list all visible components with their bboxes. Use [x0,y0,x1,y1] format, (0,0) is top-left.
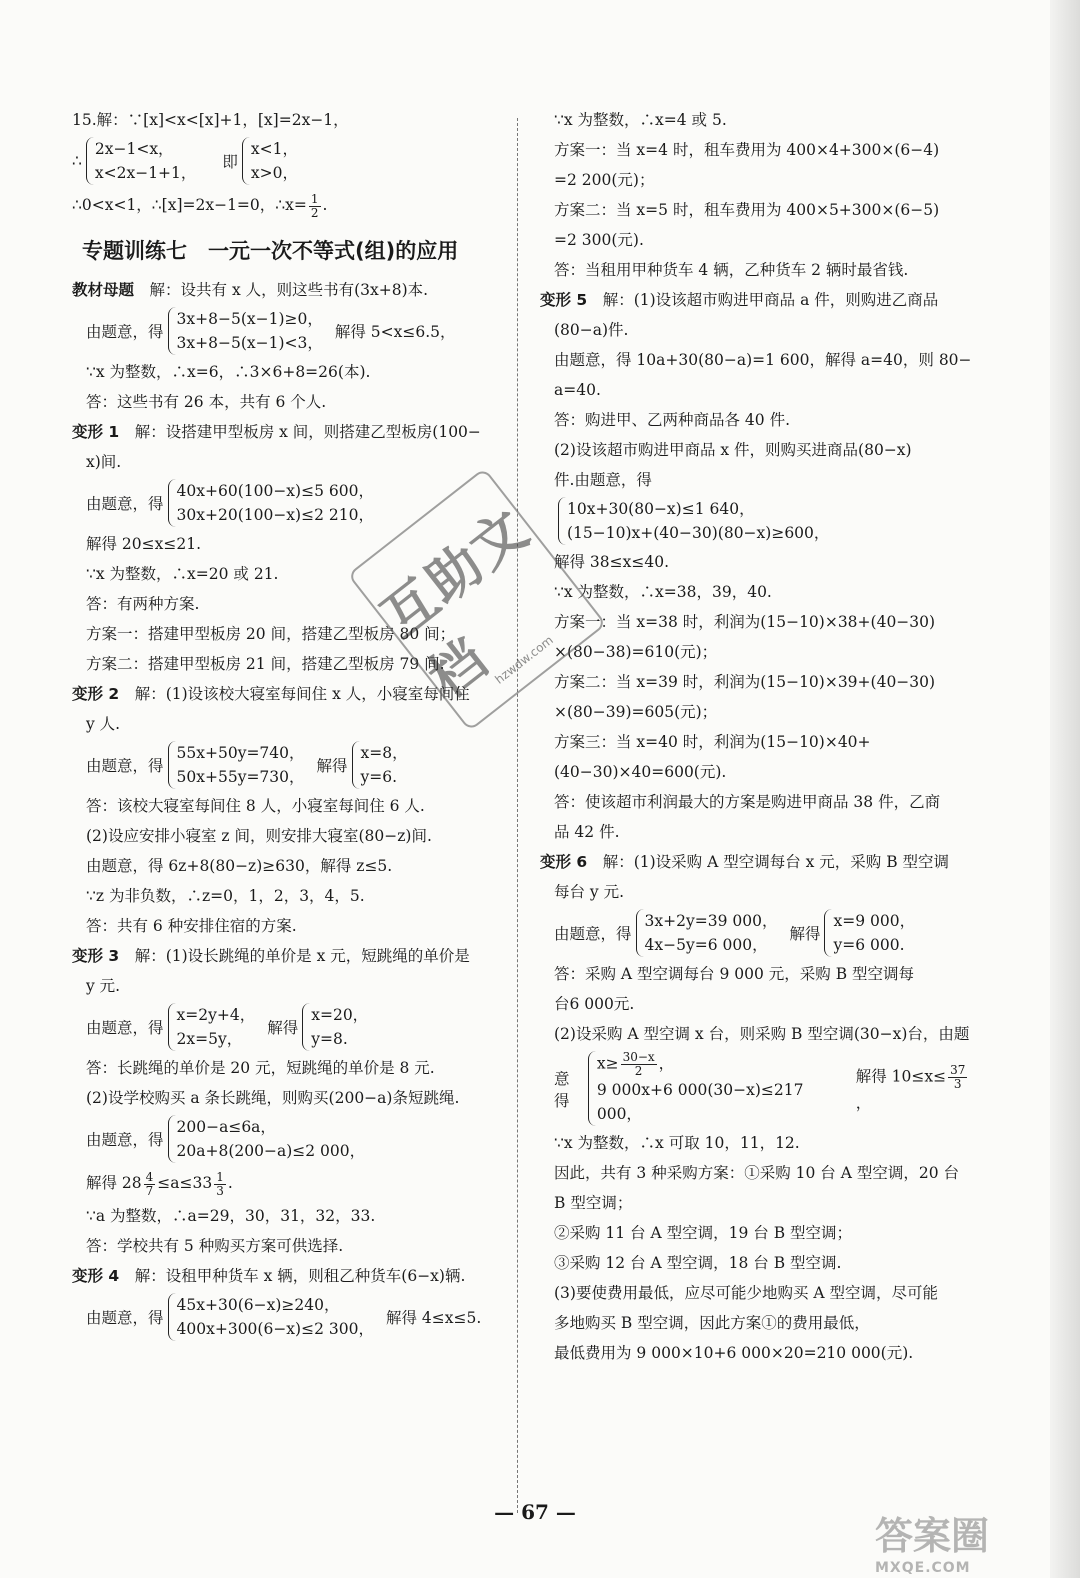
frac-num: 1 [216,1169,224,1184]
b5-line14: ×(80−39)=605(元)； [554,703,718,721]
b1-line5: ∵x 为整数，∴x=20 或 21. [86,565,279,583]
stamp-text: 互助文档 [369,496,541,711]
b2-line4: 答：该校大寝室每间住 8 人，小寝室每间住 6 人. [86,797,425,815]
frac-den: 7 [145,1183,154,1198]
b1-text: 解：设搭建甲型板房 x 间，则搭建乙型板房(100− [119,423,481,441]
b3-ineq-a: 200−a≤6a， [176,1118,276,1136]
b4c-line4: 方案二：当 x=5 时，租车费用为 400×5+300×(6−5) [554,201,940,219]
b3-eq-a: x=2y+4， [176,1006,256,1024]
jc-pre: 由题意，得 [86,323,164,341]
b1-line1 [72,417,512,447]
b5-text: 解：(1)设该超市购进甲商品 a 件，则购进乙商品 [587,291,939,309]
b3-pre2: 由题意，得 [86,1131,164,1149]
b5-ineq-a: 10x+30(80−x)≤1 640， [567,500,755,518]
b3-system [72,1003,512,1051]
b6-solution [856,1064,980,1113]
b5-ineq-b: (15−10)x+(40−30)(80−x)≥600， [567,524,830,542]
b1-ineq-b: 30x+20(100−x)≤2 210， [176,506,374,524]
jc-ineq-a: 3x+8−5(x−1)≥0， [176,310,323,328]
frac-den: 3 [953,1077,962,1091]
b3-line9: 答：学校共有 5 种购买方案可供选择. [86,1237,344,1255]
section-title: 专题训练七 一元一次不等式(组)的应用 [82,239,459,263]
b3-brace-1 [168,1003,264,1051]
b2-mid: 解得 [316,757,348,775]
b1-line2: x)间. [86,453,122,471]
b6-line4: 答：采购 A 型空调每台 9 000 元，采购 B 型空调每 [554,965,915,983]
b5-line18: 品 42 件. [554,823,620,841]
b6-text: 解：(1)设采购 A 型空调每台 x 元，采购 B 型空调 [587,853,950,871]
b4-brace [168,1293,382,1341]
b4-ineq-a: 45x+30(6−x)≥240， [176,1296,340,1314]
b6-line13: ③采购 12 台 A 型空调，18 台 B 型空调. [554,1254,842,1272]
b5-line11: 方案一：当 x=38 时，利润为(15−10)×38+(40−30) [554,613,936,631]
b3-line2: y 元. [86,977,121,995]
b6-eq-a: 3x+2y=39 000， [644,912,778,930]
b6-line11: B 型空调； [554,1194,633,1212]
b1-brace [168,479,382,527]
b4-heading: 变形 4 [72,1267,120,1285]
jc-line1 [72,275,512,305]
b5-brace [558,497,837,545]
b6-line2: 每台 y 元. [554,883,625,901]
b3-brace-3 [168,1115,374,1163]
jc-text: 解：设共有 x 人，则这些书有(3x+8)本. [134,281,429,299]
frac-den: 2 [634,1064,643,1078]
logo-text: 答案圈 [875,1514,990,1558]
b6-pre2: 意得 [554,1069,570,1110]
page-number: — 67 — [494,1500,576,1524]
b1-pre: 由题意，得 [86,495,164,513]
b6-pre: 由题意，得 [554,925,632,943]
b3-system-2 [72,1115,512,1163]
b6-ineq-a-post: ， [658,1054,675,1073]
b3-pre: 由题意，得 [86,1019,164,1037]
b5-line12: ×(80−38)=610(元)； [554,643,718,661]
b4-pre: 由题意，得 [86,1309,164,1327]
b3-line5: (2)设学校购买 a 条长跳绳，则购买(200−a)条短跳绳. [86,1089,460,1107]
q15-ineq-d: x>0， [250,164,299,182]
b3-sol-end: . [227,1174,233,1192]
fraction-1-3 [214,1171,226,1198]
page-number-value: 67 [521,1500,549,1524]
corner-watermark-logo [875,1505,1065,1575]
b6-brace-2 [824,909,923,957]
q15-therefore: ∴ [72,152,82,170]
b5-line15: 方案三：当 x=40 时，利润为(15−10)×40+ [554,733,871,751]
b2-heading: 变形 2 [72,685,120,703]
q15-ineq-b: x<2x−1+1， [94,164,197,182]
jc-heading: 教材母题 [72,281,135,299]
b6-ineq-a [597,1051,844,1078]
b3-ineq-b: 20a+8(200−a)≤2 000， [176,1142,366,1160]
b6-brace-3 [588,1051,852,1126]
b6-system [540,909,980,957]
b3-line4: 答：长跳绳的单价是 20 元，短跳绳的单价是 8 元. [86,1059,435,1077]
jc-system [72,307,512,355]
b5-system [540,497,980,545]
jc-ineq-b: 3x+8−5(x−1)<3， [176,334,323,352]
b3-text: 解：(1)设长跳绳的单价是 x 元，短跳绳的单价是 [119,947,470,965]
b6-sol-a: x=9 000， [833,912,916,930]
b2-line5: (2)设应安排小寝室 z 间，则安排大寝室(80−z)间. [86,827,432,845]
frac-num: 37 [950,1063,966,1077]
b2-sol-b: y=6. [360,768,398,786]
b6-line12: ②采购 11 台 A 型空调，19 台 B 型空调； [554,1224,853,1242]
b4-ineq-b: 400x+300(6−x)≤2 300， [176,1320,374,1338]
stamp-url: hzwdw.com [492,632,556,687]
b6-eq-b: 4x−5y=6 000， [644,936,768,954]
fraction-37-3 [948,1064,967,1091]
b5-line16: (40−30)×40=600(元). [554,763,727,781]
right-column [540,105,980,1368]
b5-line2: (80−a)件. [554,321,629,339]
b3-sol-mid: ≤a≤33 [157,1174,213,1192]
b6-line6: (2)设采购 A 型空调 x 台，则采购 B 型空调(30−x)台，由题 [554,1025,970,1043]
q15-ie: 即 [222,153,238,171]
b1-line6: 答：有两种方案. [86,595,200,613]
b2-system [72,741,512,789]
b6-heading: 变形 6 [540,853,588,871]
left-column [72,105,512,1343]
b3-mid: 解得 [267,1019,299,1037]
b6-sol-end: ， [855,1094,872,1112]
b4-text: 解：设租甲种货车 x 辆，则租乙种货车(6−x)辆. [119,1267,466,1285]
b5-line9: 解得 38≤x≤40. [554,553,670,571]
b1-heading: 变形 1 [72,423,120,441]
b4c-line2: 方案一：当 x=4 时，租车费用为 400×4+300×(6−4) [554,141,940,159]
b2-eq-b: 50x+55y=730， [176,768,305,786]
b6-line10: 因此，共有 3 种采购方案：①采购 10 台 A 型空调，20 台 [554,1164,959,1182]
b4-post: 解得 4≤x≤5. [385,1309,482,1327]
b2-pre: 由题意，得 [86,757,164,775]
fraction-half [309,193,321,220]
b1-ineq-a: 40x+60(100−x)≤5 600， [176,482,374,500]
b5-line13: 方案二：当 x=39 时，利润为(15−10)×39+(40−30) [554,673,936,691]
b6-line16: 最低费用为 9 000×10+6 000×20=210 000(元). [554,1344,914,1362]
b5-line17: 答：使该超市利润最大的方案是购进甲商品 38 件，乙商 [554,793,941,811]
b2-text: 解：(1)设该校大寝室每间住 x 人，小寝室每间住 [119,685,470,703]
b2-eq-a: 55x+50y=740， [176,744,305,762]
frac-den: 2 [310,205,319,220]
b5-line4: a=40. [554,381,601,399]
b3-sol-b: y=8. [311,1030,348,1048]
b1-line8: 方案二：搭建甲型板房 21 间，搭建乙型板房 79 间. [86,655,445,673]
b2-sol-a: x=8， [360,744,408,762]
frac-num: 4 [145,1169,154,1184]
b4c-line3: =2 200(元)； [554,171,655,189]
b5-line6: (2)设该超市购进甲商品 x 件，则购买进商品(80−x) [554,441,912,459]
b1-line4: 解得 20≤x≤21. [86,535,202,553]
frac-den: 3 [216,1183,224,1198]
b6-sol-pre: 解得 10≤x≤ [855,1067,947,1086]
logo-url: MXQE.COM [875,1560,971,1576]
b4c-line1: ∵x 为整数，∴x=4 或 5. [554,111,727,129]
b2-line8: 答：共有 6 种安排住宿的方案. [86,917,297,935]
jc-answer: 答：这些书有 26 本，共有 6 个人. [86,393,327,411]
frac-num: 30−x [622,1050,655,1064]
q15-brace-1 [86,137,205,185]
b2-line6: 由题意，得 6z+8(80−z)≥630，解得 z≤5. [86,857,393,875]
b2-brace-1 [168,741,313,789]
b3-sol-a: x=20， [311,1006,369,1024]
b5-line1 [540,285,980,315]
fraction-4-7 [144,1171,156,1198]
jc-brace [168,307,331,355]
b3-brace-2 [302,1003,376,1051]
b1-line7: 方案一：搭建甲型板房 20 间，搭建乙型板房 80 间； [86,625,456,643]
b2-brace-2 [352,741,416,789]
b6-ineq-b: 9 000x+6 000(30−x)≤217 000， [596,1081,804,1123]
b5-line3: 由题意，得 10a+30(80−a)=1 600，解得 a=40，则 80− [554,351,972,369]
q15-line3 [72,187,512,223]
b6-mid: 解得 [789,925,821,943]
b6-line14: (3)要使费用最低，应尽可能少地购买 A 型空调，尽可能 [554,1284,939,1302]
b4-line1 [72,1261,512,1291]
fraction-30-x-over-2 [621,1051,657,1078]
b3-eq-b: 2x=5y， [176,1030,243,1048]
q15-brace-2 [242,137,306,185]
b3-sol-pre: 解得 28 [86,1174,142,1192]
page-edge [1050,0,1080,1578]
frac-num: 1 [310,191,319,206]
b4c-line5: =2 300(元). [554,231,644,249]
b6-line15: 多地购买 B 型空调，因此方案①的费用最低， [554,1314,870,1332]
b3-line8: ∵a 为整数，∴a=29，30，31，32，33. [86,1207,376,1225]
b6-brace-1 [636,909,786,957]
b6-sol-b: y=6 000. [833,936,905,954]
column-divider [517,118,518,1513]
q15-end: . [322,196,328,214]
q15-line1: 15.解：∵[x]<x<[x]+1，[x]=2x−1， [72,111,349,129]
b6-ineq-a-pre: x≥ [596,1054,619,1073]
b4c-line6: 答：当租用甲种货车 4 辆，乙种货车 2 辆时最省钱. [554,261,909,279]
b3-line7 [72,1165,512,1201]
q15-ineq-a: 2x−1<x， [94,140,174,158]
b6-line5: 台6 000元. [554,995,635,1013]
b4-system [72,1293,512,1341]
b2-line7: ∵z 为非负数，∴z=0，1，2，3，4，5. [86,887,365,905]
b3-heading: 变形 3 [72,947,120,965]
q15-conclusion: ∴0<x<1，∴[x]=2x−1=0，∴x= [72,196,307,214]
q15-ineq-c: x<1， [250,140,299,158]
b5-line5: 答：购进甲、乙两种商品各 40 件. [554,411,791,429]
jc-post: 解得 5<x≤6.5， [334,323,456,341]
b5-line7: 件.由题意，得 [554,471,652,489]
b3-line1 [72,941,512,971]
b6-line1 [540,847,980,877]
b5-line10: ∵x 为整数，∴x=38，39，40. [554,583,772,601]
jc-line3: ∵x 为整数，∴x=6，∴3×6+8=26(本). [86,363,371,381]
b6-line9: ∵x 为整数，∴x 可取 10，11，12. [554,1134,800,1152]
b6-system-2 [540,1051,980,1126]
b2-line2: y 人. [86,715,121,733]
q15-system [72,137,512,185]
b5-heading: 变形 5 [540,291,588,309]
